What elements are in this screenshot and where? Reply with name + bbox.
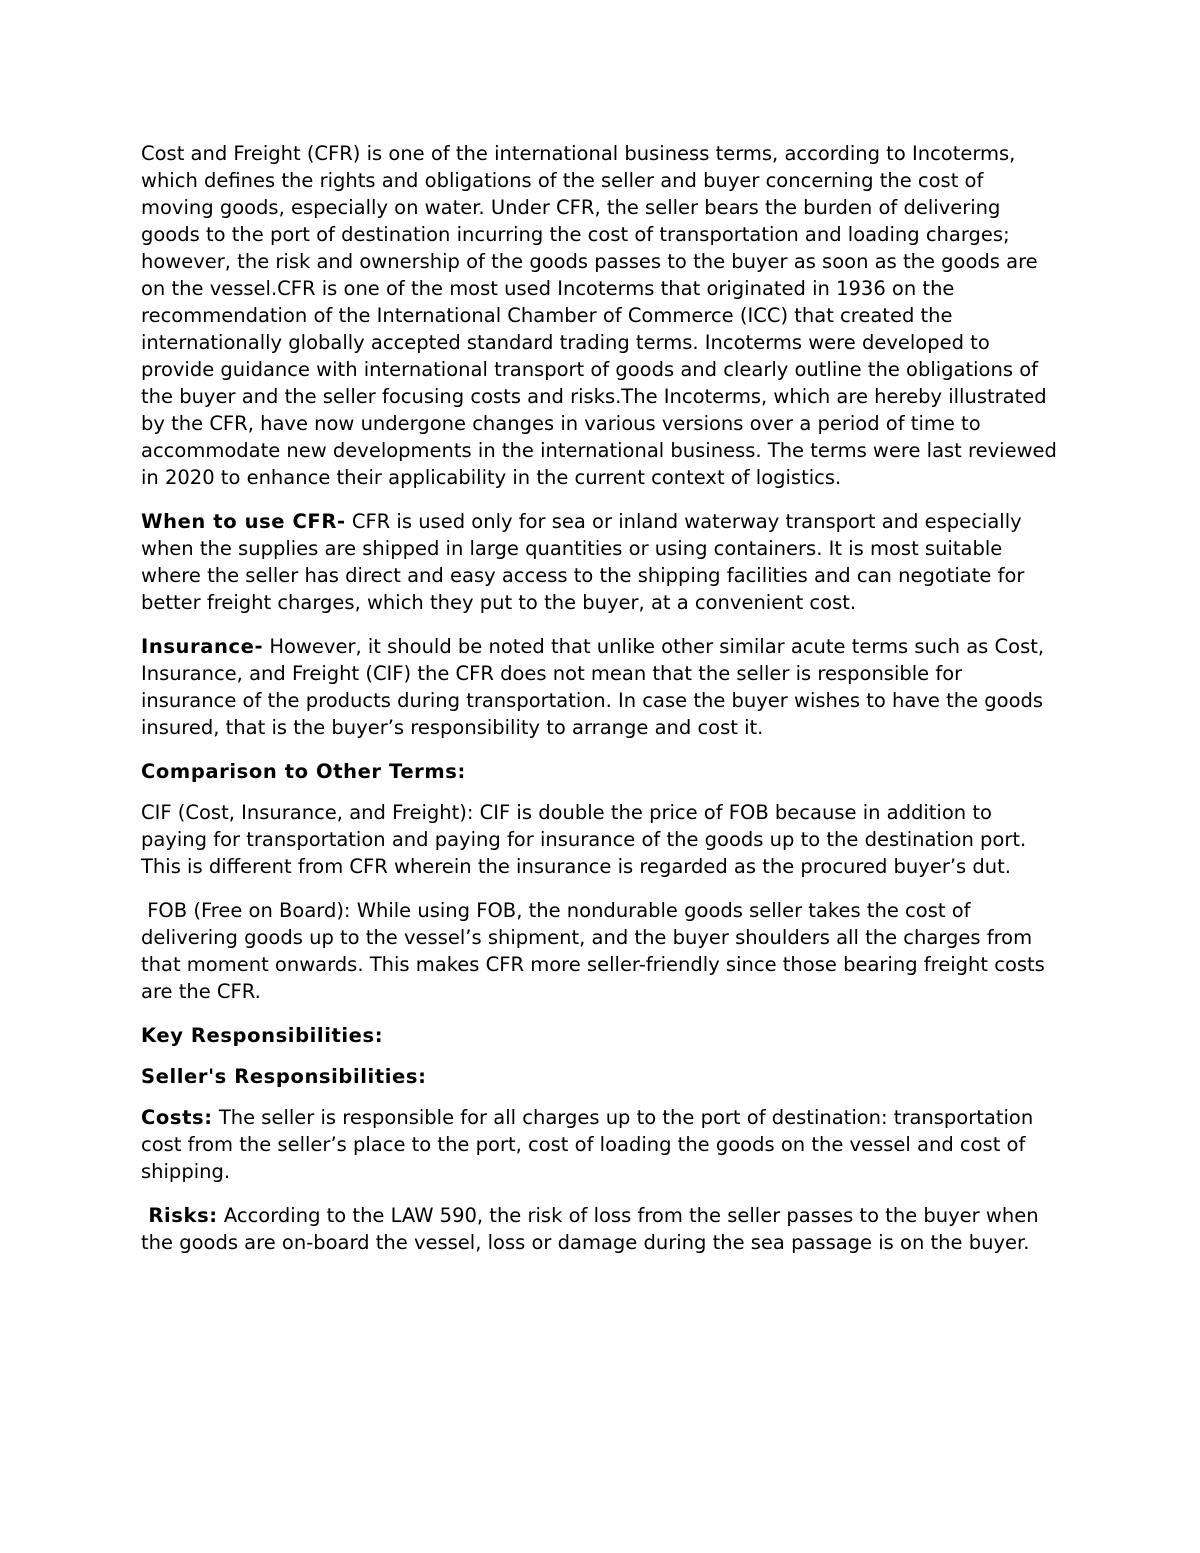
document-body — [141, 140, 1061, 1273]
when-to-use-paragraph — [141, 508, 1061, 616]
risks-paragraph — [141, 1202, 1061, 1256]
seller-responsibilities-heading — [141, 1063, 1061, 1090]
insurance-label: Insurance- — [141, 635, 264, 658]
costs-paragraph — [141, 1104, 1061, 1185]
risks-label: Risks: — [141, 1204, 218, 1227]
intro-paragraph: Cost and Freight (CFR) is one of the international business terms, according to Incoterms, which defines the rights and obligations of the seller and buyer concerning the cost of moving goods, especially on water. Under CFR, the seller bears the burden of delivering goods to the port of destination incurring the cost of transportation and loading charges; however, the risk and ownership of the goods passes to the buyer as soon as the goods are on the vessel.CFR is one of the most used Incoterms that originated in 1936 on the recommendation of the International Chamber of Commerce (ICC) that created the internationally globally accepted standard trading terms. Incoterms were developed to provide guidance with international transport of goods and clearly outline the obligations of the buyer and the seller focusing costs and risks.The Incoterms, which are hereby illustrated by the CFR, have now undergone changes in various versions over a period of time to accommodate new developments in the international business. The terms were last reviewed in 2020 to enhance their applicability in the current context of logistics. — [141, 142, 1057, 489]
key-responsibilities-heading — [141, 1022, 1061, 1049]
risks-text: According to the LAW 590, the risk of loss from the seller passes to the buyer when the goods are on-board the vessel, loss or damage during the sea passage is on the buyer. — [141, 1204, 1045, 1254]
seller-responsibilities-text: Seller's Responsibilities: — [141, 1065, 427, 1088]
insurance-paragraph — [141, 633, 1061, 741]
key-responsibilities-text: Key Responsibilities: — [141, 1024, 384, 1047]
costs-label: Costs: — [141, 1106, 213, 1129]
cif-paragraph: CIF (Cost, Insurance, and Freight): CIF is double the price of FOB because in addition to paying for transportation and paying for insurance of the goods up to the destination port. This is different from CFR wherein the insurance is regarded as the procured buyer’s dut. — [141, 801, 1033, 878]
costs-text: The seller is responsible for all charges up to the port of destination: transportation cost from the seller’s place to the port, cost of loading the goods on the vessel and cost of shipping. — [141, 1106, 1034, 1183]
insurance-text: However, it should be noted that unlike other similar acute terms such as Cost, Insurance, and Freight (CIF) the CFR does not mean that the seller is responsible for insurance of the products during transportation. In case the buyer wishes to have the goods insured, that is the buyer’s responsibility to arrange and cost it. — [141, 635, 1045, 739]
fob-paragraph: FOB (Free on Board): While using FOB, the nondurable goods seller takes the cost of delivering goods up to the vessel’s shipment, and the buyer shoulders all the charges from that moment onwards. This makes CFR more seller-friendly since those bearing freight costs are the CFR. — [141, 899, 1052, 1003]
comparison-heading — [141, 758, 1061, 785]
when-to-use-label: When to use CFR- — [141, 510, 346, 533]
comparison-heading-text: Comparison to Other Terms: — [141, 760, 466, 783]
when-to-use-text: CFR is used only for sea or inland waterway transport and especially when the supplies are shipped in large quantities or using containers. It is most suitable where the seller has direct and easy access to the shipping facilities and can negotiate for better freight charges, which they put to the buyer, at a convenient cost. — [141, 510, 1025, 614]
